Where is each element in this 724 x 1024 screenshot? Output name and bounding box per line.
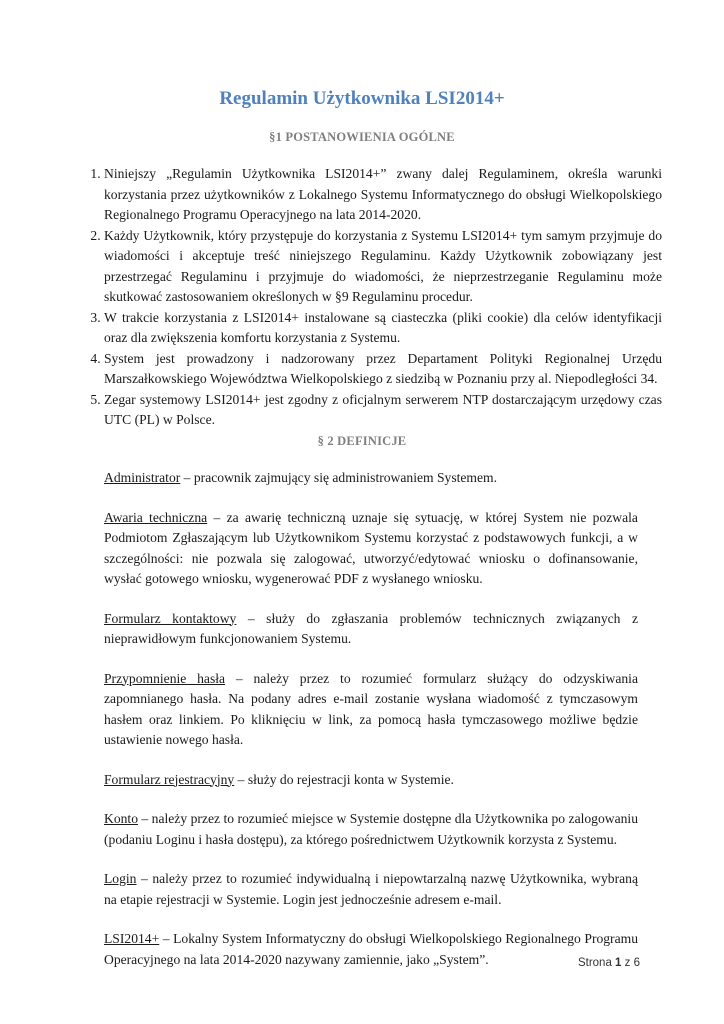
section-heading-definitions: § 2 DEFINICJE [317,434,407,448]
current-page: 1 [615,957,622,969]
list-item: 1. Niniejszy „Regulamin Użytkownika LSI2014+” zwany dalej Regulaminem, określa warunki korzystania przez użytkowników z Lokalnego Systemu Informatycznego do obsługi Wielkopolskiego Regionalnego Programu Operacyjnego na lata 2014-2020. [104,164,662,226]
page-number [560,957,640,969]
definition-term: Formularz kontaktowy [104,610,237,626]
definitions-list [104,468,638,989]
definition-item [104,869,638,910]
definition-term: Administrator [104,470,181,485]
definition-text: – służy do zgłaszania problemów technicznych związanych z nieprawidłowym funkcjonowaniem Systemu. [104,610,639,646]
definition-term: Formularz rejestracyjny [104,771,235,787]
page-number-prefix: Strona [577,957,616,969]
page-title: Regulamin Użytkownika LSI2014+ [219,88,505,109]
definition-text: – należy przez to rozumieć miejsce w Systemie dostępne dla Użytkownika po zalogowaniu (podaniu Loginu i hasła dostępu), za którego pośrednictwem Użytkownik korzysta z Systemu. [104,811,638,847]
definition-item [104,929,638,970]
definition-term: LSI2014+ [104,931,160,946]
definition-item [104,609,638,650]
definition-text: – Lokalny System Informatyczny do obsługi Wielkopolskiego Regionalnego Programu Operacyjnego na lata 2014-2020 nazywany zamiennie, jako „System”. [104,931,638,967]
list-item: 3. W trakcie korzystania z LSI2014+ instalowane są ciasteczka (pliki cookie) dla celów identyfikacji oraz dla zwiększenia komfortu korzystania z Systemu. [104,308,662,349]
definition-term: Przypomnienie hasła [104,670,226,686]
definition-item [104,508,638,590]
total-pages: 6 [633,957,640,969]
definition-term: Login [104,871,137,886]
general-provisions-list [80,164,662,431]
definition-text: – za awarię techniczną uznaje się sytuację, w której System nie pozwala Podmiotom Zgłaszającym lub Użytkownikom Systemu korzystać z podstawowych funkcji, a w szczególności: nie pozwala się zalogować, utworzyć/edytować wniosku o dofinansowanie, wysłać gotowego wniosku, wygenerować PDF z wysłanego wniosku. [104,509,638,586]
section-heading-general: §1 POSTANOWIENIA OGÓLNE [269,130,455,144]
definition-item [104,669,638,751]
definition-term: Awaria techniczna [104,509,208,525]
list-item: 2. Każdy Użytkownik, który przystępuje do korzystania z Systemu LSI2014+ tym samym przyjmuje do wiadomości i akceptuje treść niniejszego Regulaminu. Każdy Użytkownik zobowiązany jest przestrzegać Regulaminu i przyjmuje do wiadomości, że nieprzestrzeganie Regulaminu może skutkować zastosowaniem określonych w §9 Regulaminu procedur. [104,226,662,308]
list-item: 5. Zegar systemowy LSI2014+ jest zgodny z oficjalnym serwerem NTP dostarczającym urzędowy czas UTC (PL) w Polsce. [104,390,662,431]
list-item: 4. System jest prowadzony i nadzorowany przez Departament Polityki Regionalnej Urzędu Marszałkowskiego Województwa Wielkopolskiego z siedzibą w Poznaniu przy al. Niepodległości 34. [104,349,662,390]
definition-item [104,468,638,489]
definition-item [104,809,638,850]
definition-text: – pracownik zajmujący się administrowaniem Systemem. [180,470,498,485]
page-number-separator: z [621,957,634,969]
definition-text: – należy przez to rozumieć indywidualną i niepowtarzalną nazwę Użytkownika, wybraną na etapie rejestracji w Systemie. Login jest jednocześnie adresem e-mail. [104,871,638,907]
definition-item [104,770,638,791]
definition-text: – należy przez to rozumieć formularz służący do odzyskiwania zapomnianego hasła. Na podany adres e-mail zostanie wysłana wiadomość z tymczasowym hasłem oraz linkiem. Po kliknięciu w link, za pomocą hasła tymczasowego możliwe będzie ustawienie nowego hasła. [104,670,638,747]
definition-text: – służy do rejestracji konta w Systemie. [234,771,454,787]
definition-term: Konto [104,811,138,826]
